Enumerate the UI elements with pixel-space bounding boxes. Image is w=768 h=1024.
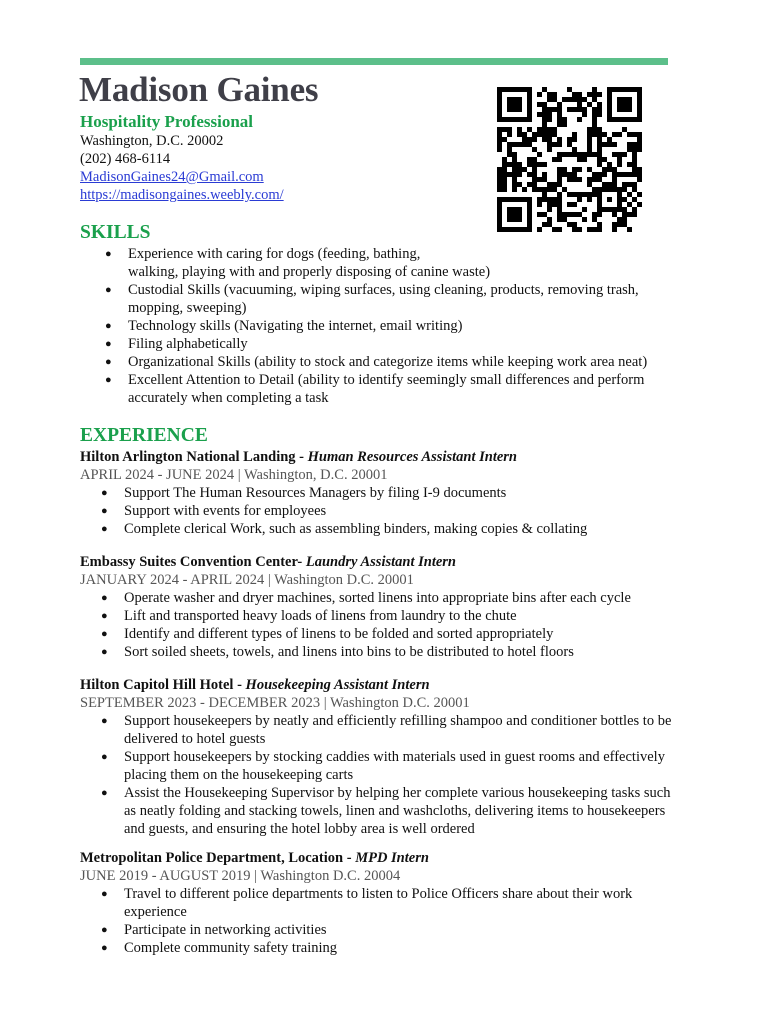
experience-heading: EXPERIENCE <box>80 425 208 446</box>
job-duties <box>124 712 684 838</box>
skill-item: ● Technology skills (Navigating the internet, email writing) <box>128 317 688 335</box>
skill-item: ● Custodial Skills (vacuuming, wiping surfaces, using cleaning, products, removing trash, mopping, sweeping) <box>128 281 688 317</box>
skill-item: ● Organizational Skills (ability to stock and categorize items while keeping work area neat) <box>128 353 688 371</box>
job-dates: SEPTEMBER 2023 - DECEMBER 2023 | Washington D.C. 20001 <box>80 695 470 711</box>
job-header <box>80 676 680 694</box>
job-title: Housekeeping Assistant Intern <box>245 677 430 693</box>
job-employer: Embassy Suites Convention Center- <box>80 554 306 570</box>
contact-block <box>80 112 284 204</box>
duty-item: ● Support The Human Resources Managers by filing I-9 documents <box>124 484 684 502</box>
job-dates: JUNE 2019 - AUGUST 2019 | Washington D.C. 20004 <box>80 868 401 884</box>
job-header <box>80 553 680 571</box>
job-employer: Hilton Capitol Hill Hotel - <box>80 677 246 693</box>
email-link[interactable]: MadisonGaines24@Gmail.com <box>80 169 264 185</box>
job-duties <box>124 589 684 661</box>
professional-title: Hospitality Professional <box>80 112 253 131</box>
job-header <box>80 448 680 466</box>
job-entry <box>80 553 680 661</box>
job-duties <box>124 885 684 957</box>
job-title: MPD Intern <box>355 850 429 866</box>
duty-item: ● Operate washer and dryer machines, sorted linens into appropriate bins after each cycle <box>124 589 684 607</box>
skills-list <box>128 245 688 407</box>
job-title: Human Resources Assistant Intern <box>307 449 517 465</box>
job-title: Laundry Assistant Intern <box>305 554 456 570</box>
duty-item: ● Sort soiled sheets, towels, and linens into bins to be distributed to hotel floors <box>124 643 684 661</box>
job-entry <box>80 448 680 538</box>
duty-item: ● Lift and transported heavy loads of linens from laundry to the chute <box>124 607 684 625</box>
duty-item: ● Complete community safety training <box>124 939 684 957</box>
skill-item: ● Experience with caring for dogs (feeding, bathing, walking, playing with and properly disposing of canine waste) <box>128 245 688 281</box>
duty-item: ● Support housekeepers by neatly and efficiently refilling shampoo and conditioner bottles to be delivered to hotel guests <box>124 712 684 748</box>
duty-item: ● Complete clerical Work, such as assembling binders, making copies & collating <box>124 520 684 538</box>
header-accent-bar <box>80 58 668 65</box>
duty-item: ● Travel to different police departments to listen to Police Officers share about their work experience <box>124 885 684 921</box>
job-employer: Metropolitan Police Department, Location - <box>80 850 356 866</box>
skills-heading: SKILLS <box>80 222 151 243</box>
duty-item: ● Support with events for employees <box>124 502 684 520</box>
job-header <box>80 849 680 867</box>
duty-item: ● Participate in networking activities <box>124 921 684 939</box>
qr-code-icon <box>497 87 642 232</box>
candidate-name: Madison Gaines <box>79 70 319 109</box>
skill-item: ● Excellent Attention to Detail (ability to identify seemingly small differences and perform accurately when completing a task <box>128 371 688 407</box>
job-entry <box>80 849 680 957</box>
website-link[interactable]: https://madisongaines.weebly.com/ <box>80 187 284 203</box>
duty-item: ● Identify and different types of linens to be folded and sorted appropriately <box>124 625 684 643</box>
job-employer: Hilton Arlington National Landing - <box>80 449 308 465</box>
skill-item: ● Filing alphabetically <box>128 335 688 353</box>
job-entry <box>80 676 680 838</box>
job-dates: JANUARY 2024 - APRIL 2024 | Washington D.C. 20001 <box>80 572 414 588</box>
duty-item: ● Assist the Housekeeping Supervisor by helping her complete various housekeeping tasks such as neatly folding and stacking towels, linen and washcloths, delivering items to housekeepers and guests, and ensuring the hotel lobby area is well ordered <box>124 784 684 838</box>
duty-item: ● Support housekeepers by stocking caddies with materials used in guest rooms and effectively placing them on the housekeeping carts <box>124 748 684 784</box>
location-text: Washington, D.C. 20002 <box>80 133 224 149</box>
job-dates: APRIL 2024 - JUNE 2024 | Washington, D.C. 20001 <box>80 467 388 483</box>
phone-text: (202) 468-6114 <box>80 151 171 167</box>
job-duties <box>124 484 684 538</box>
